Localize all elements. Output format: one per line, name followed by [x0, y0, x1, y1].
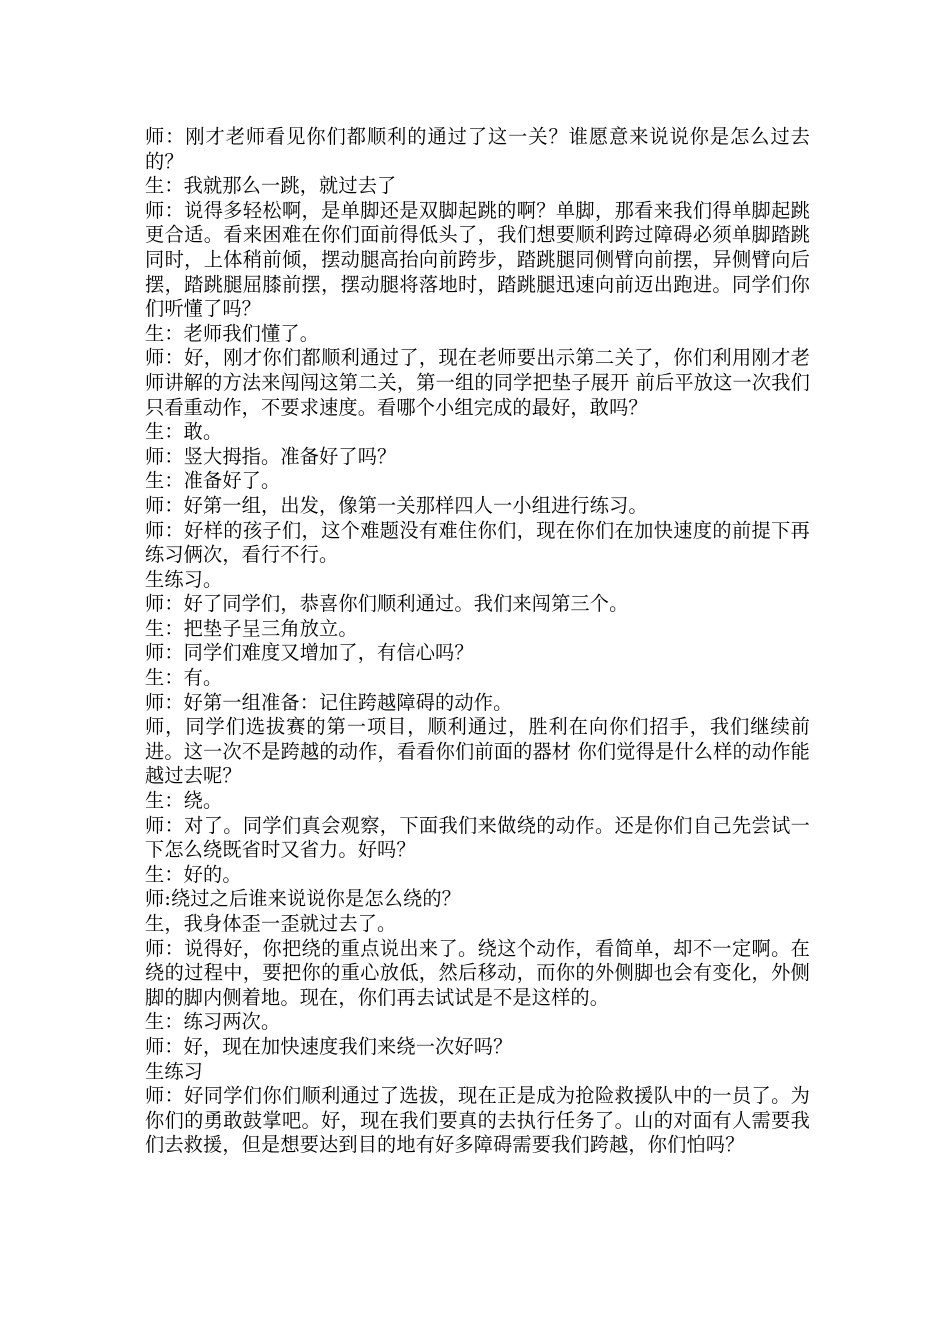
paragraph: 生：准备好了。 [145, 469, 281, 493]
paragraph: 师：好同学们你们顺利通过了选拔，现在正是成为抢险救援队中的一员了。为你们的勇敢鼓掌吧。好，现在我们要真的去执行任务了。山的对面有人需要我们去救援，但是想要达到目的地有好多障碍需要我们跨越，你们怕吗？ [145, 1084, 810, 1157]
paragraph: 师：好样的孩子们，这个难题没有难住你们，现在你们在加快速度的前提下再练习俩次，看行不行。 [145, 518, 810, 567]
paragraph: 师：刚才老师看见你们都顺利的通过了这一关？谁愿意来说说你是怎么过去的？ [145, 125, 810, 173]
paragraph: 生：敢。 [145, 420, 223, 444]
paragraph: 生：好的。 [145, 862, 242, 886]
paragraph: 师：好，现在加快速度我们来绕一次好吗？ [145, 1034, 513, 1058]
paragraph: 生练习。 [145, 567, 223, 591]
paragraph: 生：有。 [145, 666, 223, 690]
paragraph: 师：竖大拇指。准备好了吗？ [145, 444, 397, 468]
paragraph: 师:绕过之后谁来说说你是怎么绕的？ [145, 887, 462, 911]
paragraph: 生：绕。 [145, 789, 223, 813]
paragraph: 师：好了同学们，恭喜你们顺利通过。我们来闯第三个。 [145, 592, 629, 616]
paragraph: 师：同学们难度又增加了，有信心吗？ [145, 641, 474, 665]
paragraph: 生，我身体歪一歪就过去了。 [145, 912, 397, 935]
paragraph: 师：好第一组准备：记住跨越障碍的动作。 [145, 690, 513, 714]
paragraph: 师，同学们选拔赛的第一项目，顺利通过，胜利在向你们招手，我们继续前进。这一次不是跨越的动作，看看你们前面的器材 你们觉得是什么样的动作能越过去呢？ [145, 715, 810, 788]
paragraph: 生：老师我们懂了。 [145, 321, 320, 345]
paragraph: 师：说得多轻松啊，是单脚还是双脚起跳的啊？单脚，那看来我们得单脚起跳更合适。看来困难在你们面前得低头了，我们想要顺利跨过障碍必须单脚踏跳同时，上体稍前倾，摆动腿高抬向前跨步，踏跳腿同侧臂向前摆，异侧臂向后摆，踏跳腿屈膝前摆，摆动腿将落地时，踏跳腿迅速向前迈出跑进。同学们你们听懂了吗？ [145, 198, 810, 321]
paragraph: 生：把垫子呈三角放立。 [145, 616, 358, 640]
paragraph: 生练习 [145, 1059, 204, 1083]
paragraph: 师：好第一组，出发，像第一关那样四人一小组进行练习。 [145, 493, 648, 517]
paragraph: 师：好，刚才你们都顺利通过了，现在老师要出示第二关了，你们利用刚才老师讲解的方法来闯闯这第二关，第一组的同学把垫子展开 前后平放这一次我们只看重动作，不要求速度。看哪个小组完成的最好，敢吗？ [145, 346, 810, 419]
paragraph: 生：练习两次。 [145, 1010, 281, 1034]
document-page [145, 125, 810, 1158]
paragraph: 师：说得好，你把绕的重点说出来了。绕这个动作，看简单，却不一定啊。在绕的过程中，要把你的重心放低，然后移动，而你的外侧脚也会有变化，外侧脚的脚内侧着地。现在，你们再去试试是不是这样的。 [145, 936, 810, 1009]
paragraph: 师：对了。同学们真会观察，下面我们来做绕的动作。还是你们自己先尝试一下怎么绕既省时又省力。好吗？ [145, 813, 810, 862]
paragraph: 生：我就那么一跳，就过去了 [145, 174, 397, 198]
